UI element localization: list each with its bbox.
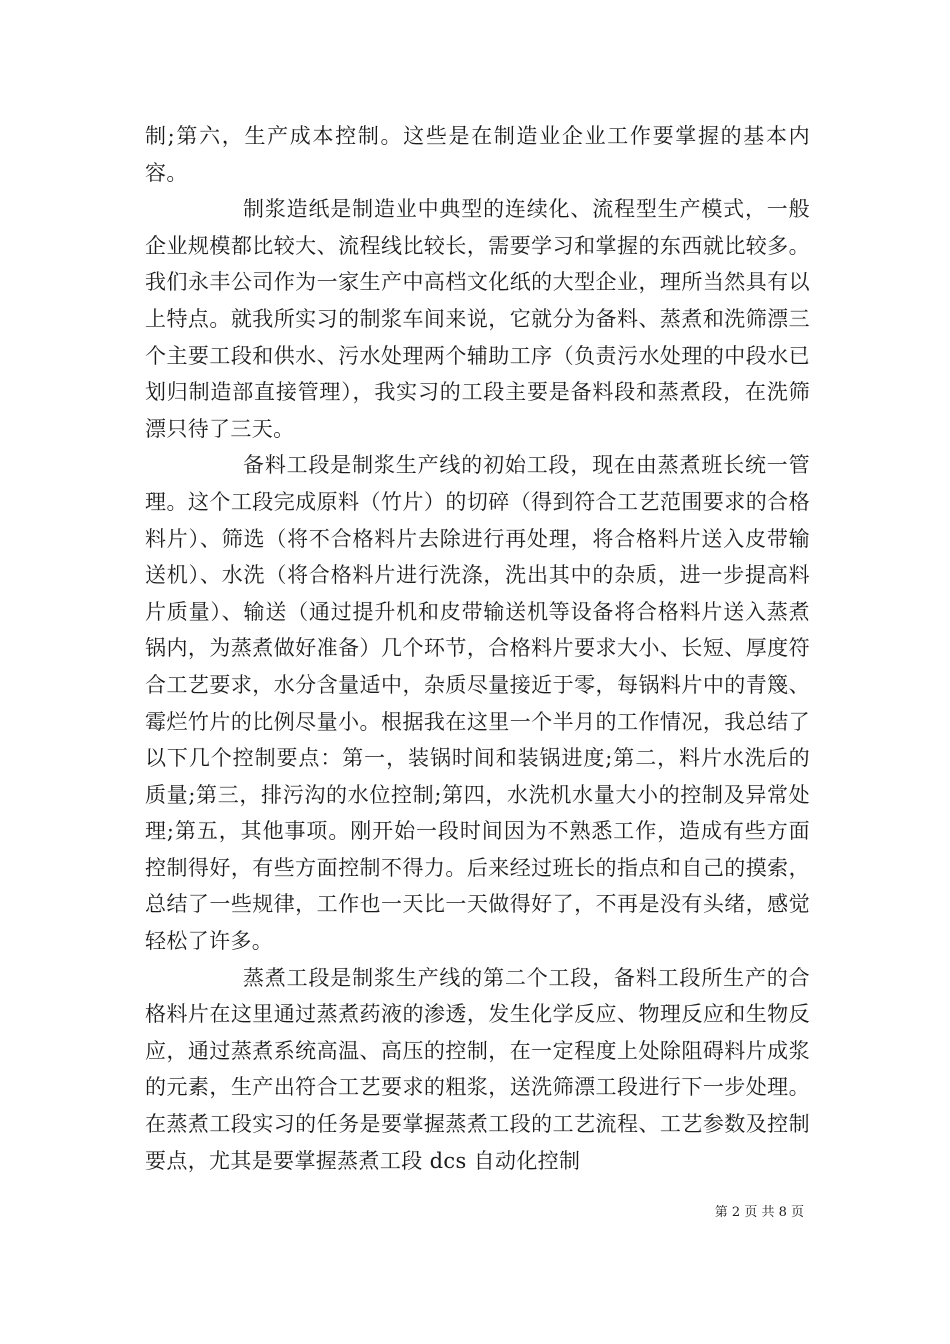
paragraph-material-preparation: 备料工段是制浆生产线的初始工段，现在由蒸煮班长统一管理。这个工段完成原料（竹片）的切碎（得到符合工艺范围要求的合格料片）、筛选（将不合格料片去除进行再处理，将合格料片送入皮带输送机）、水洗（将合格料片进行洗涤，洗出其中的杂质，进一步提高料片质量）、输送（通过提升机和皮带输送机等设备将合格料片送入蒸煮锅内，为蒸煮做好准备）几个环节，合格料片要求大小、长短、厚度符合工艺要求，水分含量适中，杂质尽量接近于零，每锅料片中的青篾、霉烂竹片的比例尽量小。根据我在这里一个半月的工作情况，我总结了以下几个控制要点：第一，装锅时间和装锅进度;第二，料片水洗后的质量;第三，排污沟的水位控制;第四，水洗机水量大小的控制及异常处理;第五，其他事项。刚开始一段时间因为不熟悉工作，造成有些方面控制得好，有些方面控制不得力。后来经过班长的指点和自己的摸索，总结了一些规律，工作也一天比一天做得好了，不再是没有头绪，感觉轻松了许多。 [145, 453, 810, 954]
page-number-footer: 第 2 页 共 8 页 [714, 1205, 804, 1220]
paragraph-continuation: 制;第六，生产成本控制。这些是在制造业企业工作要掌握的基本内容。 [145, 124, 810, 185]
paragraph-pulping-overview: 制浆造纸是制造业中典型的连续化、流程型生产模式，一般企业规模都比较大、流程线比较长，需要学习和掌握的东西就比较多。我们永丰公司作为一家生产中高档文化纸的大型企业，理所当然具有以上特点。就我所实习的制浆车间来说，它就分为备料、蒸煮和洗筛漂三个主要工段和供水、污水处理两个辅助工序（负责污水处理的中段水已划归制造部直接管理），我实习的工段主要是备料段和蒸煮段，在洗筛漂只待了三天。 [145, 197, 810, 441]
paragraph-cooking-section: 蒸煮工段是制浆生产线的第二个工段，备料工段所生产的合格料片在这里通过蒸煮药液的渗透，发生化学反应、物理反应和生物反应，通过蒸煮系统高温、高压的控制，在一定程度上处除阻碍料片成浆的元素，生产出符合工艺要求的粗浆，送洗筛漂工段进行下一步处理。在蒸煮工段实习的任务是要掌握蒸煮工段的工艺流程、工艺参数及控制要点，尤其是要掌握蒸煮工段 dcs 自动化控制 [145, 965, 810, 1173]
body-text [145, 118, 810, 1179]
